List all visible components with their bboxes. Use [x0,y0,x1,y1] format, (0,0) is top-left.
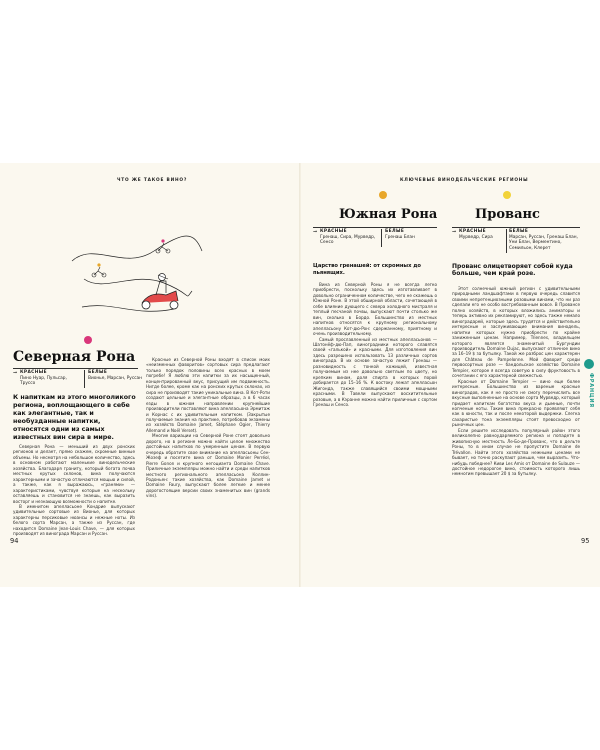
tab-marker-icon [584,359,594,369]
scooter-illustration [64,221,204,321]
column-south [313,282,437,407]
book-spread [0,163,600,587]
divider [381,229,382,247]
arrow-icon: ➞ [313,229,318,235]
road-curve [72,236,202,261]
page-number-right: 95 [581,537,590,545]
red-list: Гренаш, Сира, Мурведр, Сенсо [320,234,376,246]
divider [13,368,138,369]
column-1 [13,444,135,537]
left-page [0,163,299,587]
column-2 [146,357,270,499]
paragraph: Самый прославленный из местных апелласьонов — Шатонёф-дю-Пап, виноградники которого славятся своей «галькой» и красными. Для изготовления вин здесь разрешено использовать 13 различных сортов винограда. В их основе зачастую лежит Гренаш — разновидность с тонкой кожицей, известная получаемым из нее довольно светлым по цвету, но крепким винам, доля спирта в которых порой добирается до 15–16 %. К востоку лежат апелласьон Жигонда, также славящийся своими мощными красными. В Тавели выпускают восхитительные розовые, а в Кэранне можно найти приличные с сортом Гренаш и Сенсо. [313,336,437,407]
white-grapes-provence [509,229,581,251]
paragraph: Многие вариации на Северной Роне стоят довольно дорого, но в регионе можно найти целое множество достойных напитков по умеренным ценам. В первую очередь обратите свое внимание на апелласьоны Сен-Жозеф и посетите вина от Domaine Monier Perréol, Pierre Gonon и крупного негоцианта Domaine Chave. Приличные экземпляры можно найти и среди напитков местного регионального апелласьона Коллин-Родоньен: такие хозяйства, как Domaine Jamet и Domaine Faury, выпускают более легкие и менее дорогостоящие версии своих знаменитых вин (grands vins). [146,433,270,499]
region-title-south: Южная Рона [339,207,438,222]
region-dot-north [84,336,92,344]
white-list: Гренаш Блан [385,234,415,240]
white-list: Марсан, Руссан, Гренаш Блан, Уни Блан, Верментино, Семильон, Клерет [509,234,578,251]
paragraph: Северная Рона — меньший из двух ронских регионов и делает, прямо скажем, скромные винные объемы. Но несмотря на небольшое количество, здесь в основном работают маленькие винодельческие хозяйства. Благодаря граниту, который богата почва местных крутых склонов, вина получаются характерными и зачастую отличаются мощью и силой, а также, как я выражаюсь, «гранями» — характеристиками, чувствуя которые на нескольку оставляешь и становится не знаешь, как выразить восторг и незнающую возможности о напитке. [13,444,135,504]
lead-south: Царство гренашей: от скромных до пьянящих. [313,263,422,276]
page-number-left: 94 [10,537,19,545]
region-title-provence: Прованс [475,207,540,222]
running-head-left: ЧТО ЖЕ ТАКОЕ ВИНО? [117,178,188,183]
paragraph: Этот солнечный южный регион с удивительными природными ландшафтами в первую очередь славится своими непретенциозными розовыми винами, что ни раз сделали его не особо востребованным вовсе. В Провансе полно хозяйств, в которых вложились аниматоры и теперь активно их рекламируют, но здесь также немало виноградарей, которые здесь трудятся и действительно интересные и заслуживающие внимания винодель, напитки которых нужно приобрести по крайне заниженным ценам. Например, Triennes, владельцем которого является знаменитый Бургундии производитель Domaine Dujac, выпускают отличное вино за 16–19 $ за бутылку. Такой же разброс цен характерен для Château de Pampelonne. Мой фаворит среди первосортных розе — бандольское хозяйство Domaine Tempier, которое я всегда советую в силу фруктовость в сочетании с его характерной свежестью. [452,286,580,379]
red-label: КРАСНЫЕ [459,229,486,234]
chapter-tab-label: ФРАНЦИЯ [588,373,594,408]
arrow-icon: ➞ [452,229,457,235]
red-grapes-provence [459,229,505,240]
divider [84,370,85,388]
scooter-small-icon [92,263,106,277]
white-label: БЕЛЫЕ [385,229,405,234]
white-label: БЕЛЫЕ [88,370,108,375]
scooter-large-icon [142,274,178,310]
white-list: Вионье, Марсан, Руссан [88,375,142,381]
lead-provence: Прованс олицетворяет собой куда больше, чем край розе. [452,263,573,278]
scooter-small-icon [156,239,170,253]
region-dot-provence [503,191,511,199]
lead-north: К напиткам из этого многоликого региона, воплощающего в себе как элегантные, так и необузданные напитки, относятся одни из самых известных вин сира в мире. [13,394,136,441]
divider [313,227,437,228]
right-page [301,163,600,587]
white-grapes-south [385,229,437,240]
chapter-tab [584,359,596,408]
paragraph: Красные из Северной Роны входят в список моих «неизменных фаворитов» сортовых сира предлагают только порядок половины всех красных в моем погребе! Я люблю эти напитки за их насыщенный, концентрированный вкус, присущий им подвижность. Нигде более, кроме как на ронских крутых склонах, из сира не производят такие уникальные вина. В Кот-Роти создают цельные и элегантные образцы, а в 6 часах езды в южном направлении крупнейшие производители поставляют вина апелласьона Эрмитаж и Корнас с их удивительным напитком. (Закрытые получаемые знания на практике, потребовав экзамены из хозяйств Domaine Jamet, Stéphane Ogier, Thierry Allemand и Noël Verset). [146,357,270,433]
white-label: БЕЛЫЕ [509,229,529,234]
divider [506,229,507,253]
region-dot-south [379,191,387,199]
red-grapes-south [320,229,376,246]
red-list: Пино Нуар, Пульсар, Труссо [20,375,67,387]
paragraph: Красные от Domaine Tempier — вино еще более интересные. Большинство из вареные красные виноградов, как я не просто не смогу перечислить все вкусные выполненные на основе сорта Мурведр, который придает напиткам богатство вкуса и дымные, почти копченые ноты. Такие вина прекрасно проявляют себя как в юности, так и после некоторой выдержки. Слегка сахаристые тона экземпляры стоят превосходно от рыночных цен. [452,378,580,428]
red-list: Мурведр, Сира [459,234,493,240]
column-provence [452,286,580,477]
arrow-icon: ➞ [13,370,18,376]
paragraph: В именитом апелласьоне Кондрие выпускают удивительные сортовые из Вионье, для которых характерны персиковые нюансы и нежные ноты. Из белого сорта Марсан, а также из Руссан, где находится Domaine Jean-Louis Chave, — для которых производят из винограда Марсан и Руссан. [13,503,135,537]
red-label: КРАСНЫЕ [320,229,347,234]
paragraph: Вина из Северной Роны я не всегда легко приобрести, поскольку здесь их изготавливает в довольно ограниченном количестве, чего не скажешь о Южной Роне. В этой обширной области, сочетающей в себе влияние дующего с севера холодного мистраля и теплый песчаной почвы, выпускают почти столько же вин, сколько в Бордо. Большинство из местных напитков относятся к крупному региональному апелласьону Кот-дю-Рон: сдержанному, приятному и очень производительному. [313,282,437,337]
running-head-right: КЛЮЧЕВЫЕ ВИНОДЕЛЬЧЕСКИЕ РЕГИОНЫ [400,178,529,183]
red-label: КРАСНЫЕ [20,370,47,375]
road-curve [82,306,174,312]
red-grapes-north [20,370,80,387]
white-grapes-north [88,370,148,381]
region-title-north: Северная Рона [13,349,136,365]
divider [452,227,580,228]
paragraph: Если решите исследовать популярный район этого великолепно равноударяемого региона и попадете в живописную местность Ле-Бо-де-Прованс, что в дельте Роны, то в ином случае не пропустите Domaine de Trévallon. Найти этого хозяйства нежными ценами не бывает, но точно раскупают раньше, чем выразить. Что-нибудь победнее? Киви Les Amis от Domaine de Sulauze — достойное недорогое вино, стоимость которого лишь немногим превышает 20 $ за бутылку. [452,427,580,477]
